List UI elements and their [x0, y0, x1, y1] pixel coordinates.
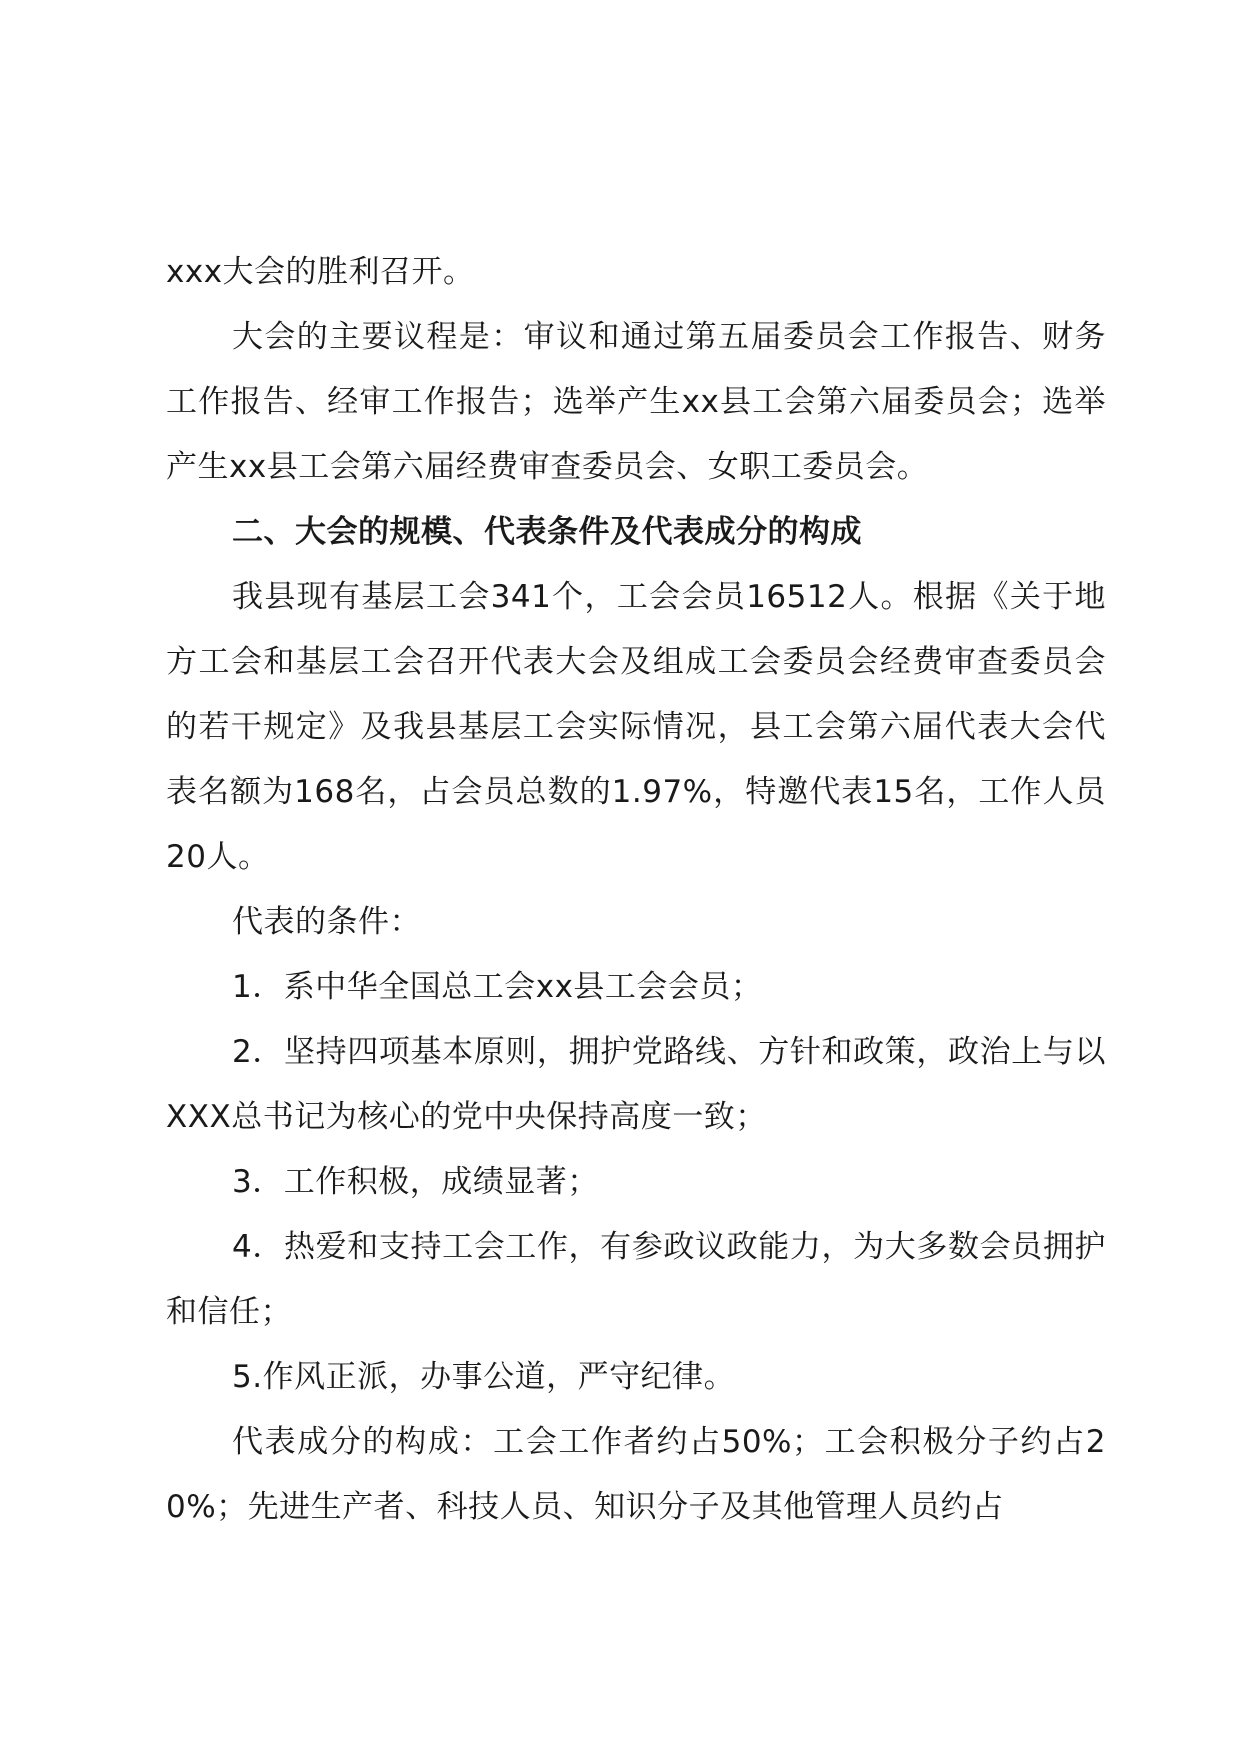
list-item-condition-2: 2．坚持四项基本原则，拥护党路线、方针和政策，政治上与以XXX总书记为核心的党中央保持高度一致；	[166, 1034, 1106, 1135]
list-item-condition-4: 4．热爱和支持工会工作，有参政议政能力，为大多数会员拥护和信任；	[166, 1229, 1106, 1330]
list-item-condition-1: 1．系中华全国总工会xx县工会会员；	[232, 969, 763, 1005]
paragraph-composition: 代表成分的构成：工会工作者约占50%；工会积极分子约占20%；先进生产者、科技人员、知识分子及其他管理人员约占	[166, 1424, 1106, 1525]
paragraph-closing-line: xxx大会的胜利召开。	[166, 254, 475, 290]
paragraph-conditions-intro: 代表的条件：	[232, 904, 421, 940]
paragraph-scale: 我县现有基层工会341个，工会会员16512人。根据《关于地方工会和基层工会召开代表大会及组成工会委员会经费审查委员会的若干规定》及我县基层工会实际情况，县工会第六届代表大会代表名额为168名，占会员总数的1.97%，特邀代表15名，工作人员20人。	[166, 579, 1106, 875]
list-item-condition-3: 3．工作积极，成绩显著；	[232, 1164, 599, 1200]
document-body	[166, 240, 1106, 1540]
list-item-condition-5: 5.作风正派，办事公道，严守纪律。	[232, 1359, 736, 1395]
paragraph-agenda: 大会的主要议程是：审议和通过第五届委员会工作报告、财务工作报告、经审工作报告；选举产生xx县工会第六届委员会；选举产生xx县工会第六届经费审查委员会、女职工委员会。	[166, 319, 1106, 485]
section-heading: 二、大会的规模、代表条件及代表成分的构成	[232, 514, 862, 550]
